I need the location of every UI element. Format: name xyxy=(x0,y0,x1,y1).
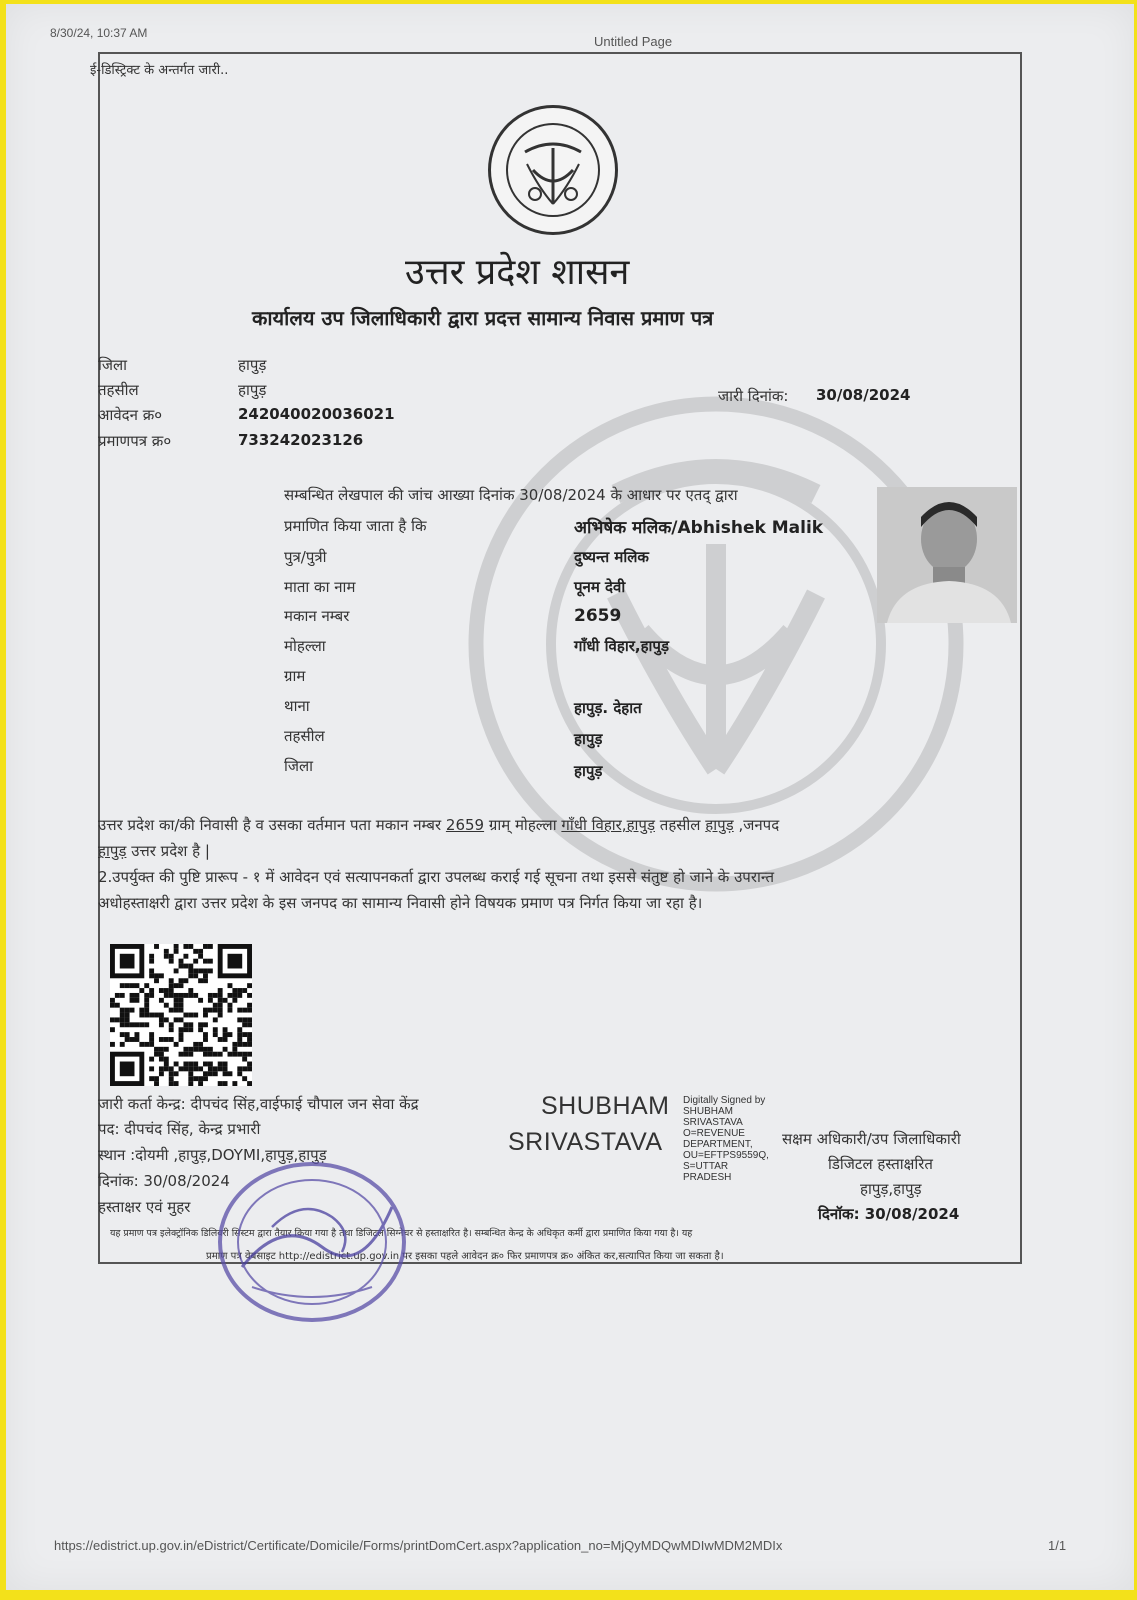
meta-application-label: आवेदन क्र० xyxy=(98,406,163,424)
footer-line-2: प्रमाण पत्र वेबसाइट http://edistrict.up.gov.in पर इसका पहले आवेदन क्र० फिर प्रमाणपत्र क्र० अंकित कर,सत्यापित किया जा सकता है। xyxy=(206,1251,724,1262)
authority-date: दिनॉक: 30/08/2024 xyxy=(818,1205,960,1223)
police-station-value: हापुड़. देहात xyxy=(574,699,642,717)
meta-district-value: हापुड़ xyxy=(238,356,267,374)
sig-detail: OU=EFTPS9559Q, xyxy=(683,1150,769,1161)
statement-text-c: तहसील xyxy=(659,816,701,834)
issuer-date: दिनांक: 30/08/2024 xyxy=(98,1172,230,1190)
issue-date-value: 30/08/2024 xyxy=(816,386,911,404)
certificate-paper xyxy=(6,4,1134,1590)
sig-detail: DEPARTMENT, xyxy=(683,1139,753,1150)
sig-detail: SRIVASTAVA xyxy=(683,1117,743,1128)
meta-tehsil-value: हापुड़ xyxy=(238,381,267,399)
statement-text-d: ,जनपद xyxy=(738,816,780,834)
issue-date-label: जारी दिनांक: xyxy=(718,387,789,405)
tehsil-value: हापुड़ xyxy=(574,730,603,748)
district-label: जिला xyxy=(284,757,314,775)
signer-name-line-1: SHUBHAM xyxy=(541,1092,670,1120)
statement-locality: गाँधी विहार,हापुड़ xyxy=(561,816,655,834)
meta-certificate-value: 733242023126 xyxy=(238,431,364,449)
sig-detail: Digitally Signed by xyxy=(683,1095,766,1106)
authority-place: हापुड़,हापुड़ xyxy=(860,1180,922,1198)
house-value: 2659 xyxy=(574,606,622,626)
tehsil-label: तहसील xyxy=(284,727,325,745)
issuer-place: स्थान :दोयमी ,हापुड़,DOYMI,हापुड़,हापुड़ xyxy=(98,1146,327,1164)
sig-detail: O=REVENUE xyxy=(683,1128,745,1139)
print-page-count: 1/1 xyxy=(1048,1538,1067,1553)
statement-text-e: उत्तर प्रदेश है | xyxy=(131,842,210,860)
meta-application-value: 242040020036021 xyxy=(238,405,395,423)
qr-code xyxy=(110,944,252,1086)
house-label: मकान नम्बर xyxy=(284,607,350,625)
signer-name-line-2: SRIVASTAVA xyxy=(508,1128,663,1156)
meta-certificate-label: प्रमाणपत्र क्र० xyxy=(98,432,172,450)
print-page-title: Untitled Page xyxy=(594,34,673,49)
issuer-post: पद: दीपचंद सिंह, केन्द्र प्रभारी xyxy=(98,1120,261,1138)
mother-value: पूनम देवी xyxy=(574,578,626,596)
village-label: ग्राम xyxy=(284,667,306,685)
details-intro: सम्बन्धित लेखपाल की जांच आख्या दिनांक 30/08/2024 के आधार पर एतद् द्वारा xyxy=(284,486,738,504)
issued-under-note: ई-डिस्ट्रिक्ट के अन्तर्गत जारी.. xyxy=(90,63,229,78)
print-timestamp: 8/30/24, 10:37 AM xyxy=(50,26,148,40)
statement-tehsil: हापुड़ xyxy=(705,816,734,834)
sig-detail: PRADESH xyxy=(683,1172,732,1183)
statement-para-2-line-1: 2.उपर्युक्त की पुष्टि प्रारूप - १ में आवेदन एवं सत्यापनकर्ता द्वारा उपलब्ध कराई गई सूचना तथा इससे संतुष्ट हो जाने के उपरान्त xyxy=(98,868,775,886)
statement-district: हापुड़ xyxy=(98,842,127,860)
issuer-centre: जारी कर्ता केन्द्र: दीपचंद सिंह,वाईफाई चौपाल जन सेवा केंद्र xyxy=(98,1095,419,1113)
certificate-title: कार्यालय उप जिलाधिकारी द्वारा प्रदत्त सामान्य निवास प्रमाण पत्र xyxy=(252,306,714,330)
sig-detail: S=UTTAR xyxy=(683,1161,729,1172)
meta-district-label: जिला xyxy=(98,356,128,374)
statement-text-b: ग्राम् मोहल्ला xyxy=(488,816,557,834)
details-certified-label: प्रमाणित किया जाता है कि xyxy=(284,517,427,535)
applicant-photo xyxy=(877,487,1017,623)
police-station-label: थाना xyxy=(284,697,310,715)
meta-tehsil-label: तहसील xyxy=(98,381,139,399)
statement-line-1 xyxy=(98,812,779,838)
print-url: https://edistrict.up.gov.in/eDistrict/Certificate/Domicile/Forms/printDomCert.aspx?application_no=MjQyMDQwMDIwMDM2MDIx xyxy=(54,1538,783,1553)
parent-label: पुत्र/पुत्री xyxy=(284,548,327,566)
government-title: उत्तर प्रदेश शासन xyxy=(405,252,630,293)
parent-value: दुष्यन्त मलिक xyxy=(574,548,649,566)
authority-title: सक्षम अधिकारी/उप जिलाधिकारी xyxy=(782,1130,961,1148)
statement-text-a: उत्तर प्रदेश का/की निवासी है व उसका वर्तमान पता मकान नम्बर xyxy=(98,816,442,834)
issuer-sign-seal-label: हस्ताक्षर एवं मुहर xyxy=(98,1198,191,1216)
district-value: हापुड़ xyxy=(574,762,603,780)
sig-detail: SHUBHAM xyxy=(683,1106,734,1117)
round-seal-stamp xyxy=(212,1157,412,1327)
mother-label: माता का नाम xyxy=(284,578,356,596)
authority-digital: डिजिटल हस्ताक्षरित xyxy=(828,1155,933,1173)
locality-value: गाँधी विहार,हापुड़ xyxy=(574,637,669,655)
statement-para-2-line-2: अधोहस्ताक्षरी द्वारा उत्तर प्रदेश के इस जनपद का सामान्य निवासी होने विषयक प्रमाण पत्र निर्गत किया जा रहा है। xyxy=(98,894,703,912)
locality-label: मोहल्ला xyxy=(284,637,326,655)
statement-line-2 xyxy=(98,838,210,864)
signature-details xyxy=(683,1095,769,1183)
statement-house: 2659 xyxy=(445,816,485,834)
applicant-name: अभिषेक मलिक/Abhishek Malik xyxy=(574,518,824,538)
footer-line-1: यह प्रमाण पत्र इलेक्ट्रॉनिक डिलिवरी सिस्टम द्वारा तैयार किया गया है तथा डिजिटल सिग्नेचर से हस्ताक्षरित है। सम्बन्धित केन्द्र के अधिकृत कर्मी द्वारा प्रमाणित किया गया है। यह xyxy=(110,1228,693,1239)
up-government-emblem-icon xyxy=(488,105,618,235)
